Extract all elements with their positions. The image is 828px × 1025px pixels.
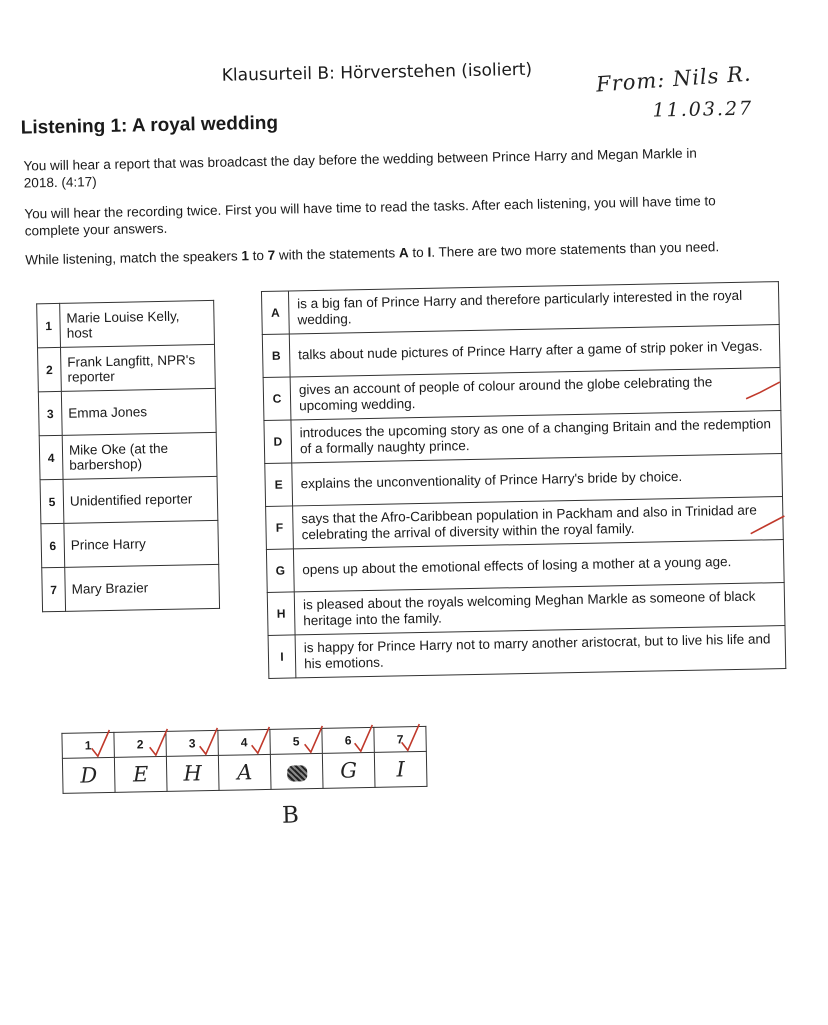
statement-letter: F [266,506,294,550]
statement-letter: D [264,420,292,464]
speaker-number: 6 [41,523,65,567]
answer-letter[interactable]: G [322,752,375,788]
statement-text: says that the Afro-Caribbean population in Packham and also in Trinidad are celebrating the arrival of diversity within the royal family. [293,497,784,549]
answer-letter[interactable]: A [218,754,271,790]
statement-text: is pleased about the royals welcoming Meghan Markle as someone of black heritage into the family. [294,583,785,635]
statement-letter: A [261,291,289,335]
answer-number: 2 [114,731,166,757]
statement-letter: C [263,377,291,421]
speaker-row [38,344,216,391]
statement-text: opens up about the emotional effects of losing a mother at a young age. [293,540,784,592]
instruction-paragraph-1: You will hear a report that was broadcast the day before the wedding between Prince Harry and Megan Markle in 2018. (4:17) [23,145,697,191]
statement-text: introduces the upcoming story as one of a changing Britain and the redemption of a formally naughty prince. [291,411,782,463]
statement-text: explains the unconventionality of Prince Harry's bride by choice. [292,454,783,506]
speaker-row [38,388,216,435]
answer-grid [61,726,427,794]
speaker-name: Mary Brazier [65,564,220,611]
speaker-number: 4 [39,435,63,479]
answer-letter[interactable]: E [114,756,167,792]
answer-letter[interactable]: I [374,751,427,787]
answer-letter[interactable]: D [62,757,115,793]
speaker-number: 2 [38,347,62,391]
speaker-row [41,520,219,567]
speaker-name: Unidentified reporter [63,476,218,523]
statements-table [261,281,786,679]
answer-number: 7 [374,726,426,752]
statement-text: is a big fan of Prince Harry and therefore particularly interested in the royal wedding. [288,282,779,334]
answer-number: 5 [270,728,322,754]
answer-number: 3 [166,730,218,756]
speaker-row [37,300,215,347]
speaker-row [40,476,218,523]
answer-letter[interactable]: H [166,755,219,791]
statement-row [268,626,786,679]
speaker-number: 5 [40,479,64,523]
handwritten-correction: B [281,802,300,829]
speaker-number: 7 [42,567,66,611]
speaker-name: Emma Jones [61,388,216,435]
statement-letter: I [268,635,296,679]
handwritten-from-note: From: Nils R. [595,61,753,97]
section-title: Listening 1: A royal wedding [20,112,279,139]
answer-letter[interactable] [270,753,323,789]
exam-title: Klausurteil B: Hörverstehen (isoliert) [221,59,533,86]
speaker-row [39,432,217,479]
answer-number: 4 [218,729,270,755]
speaker-name: Prince Harry [64,520,219,567]
handwritten-date-note: 11.03.27 [652,97,754,122]
speaker-number: 1 [37,303,61,347]
speaker-row [42,564,220,611]
statement-letter: H [267,592,295,636]
scribbled-out-icon [287,765,307,781]
speaker-number: 3 [38,391,62,435]
statement-letter: G [266,549,294,593]
speaker-name: Mike Oke (at the barbershop) [62,432,217,479]
answer-number: 1 [62,732,114,758]
statement-letter: E [265,463,293,507]
statement-letter: B [262,334,290,378]
speakers-table [36,300,220,612]
statement-text: is happy for Prince Harry not to marry another aristocrat, but to live his life and his emotions. [295,626,786,678]
instruction-paragraph-2: You will hear the recording twice. First you will have time to read the tasks. After each listening, you will have time to complete your answers. [24,193,716,239]
answer-number: 6 [322,727,374,753]
speaker-name: Marie Louise Kelly, host [60,300,215,347]
instruction-paragraph-3: While listening, match the speakers 1 to 7 with the statements A to I. There are two more statements than you need. [25,239,720,268]
statement-text: gives an account of people of colour around the globe celebrating the upcoming wedding. [290,368,781,420]
speaker-name: Frank Langfitt, NPR's reporter [61,344,216,391]
statement-text: talks about nude pictures of Prince Harry after a game of strip poker in Vegas. [289,325,780,377]
